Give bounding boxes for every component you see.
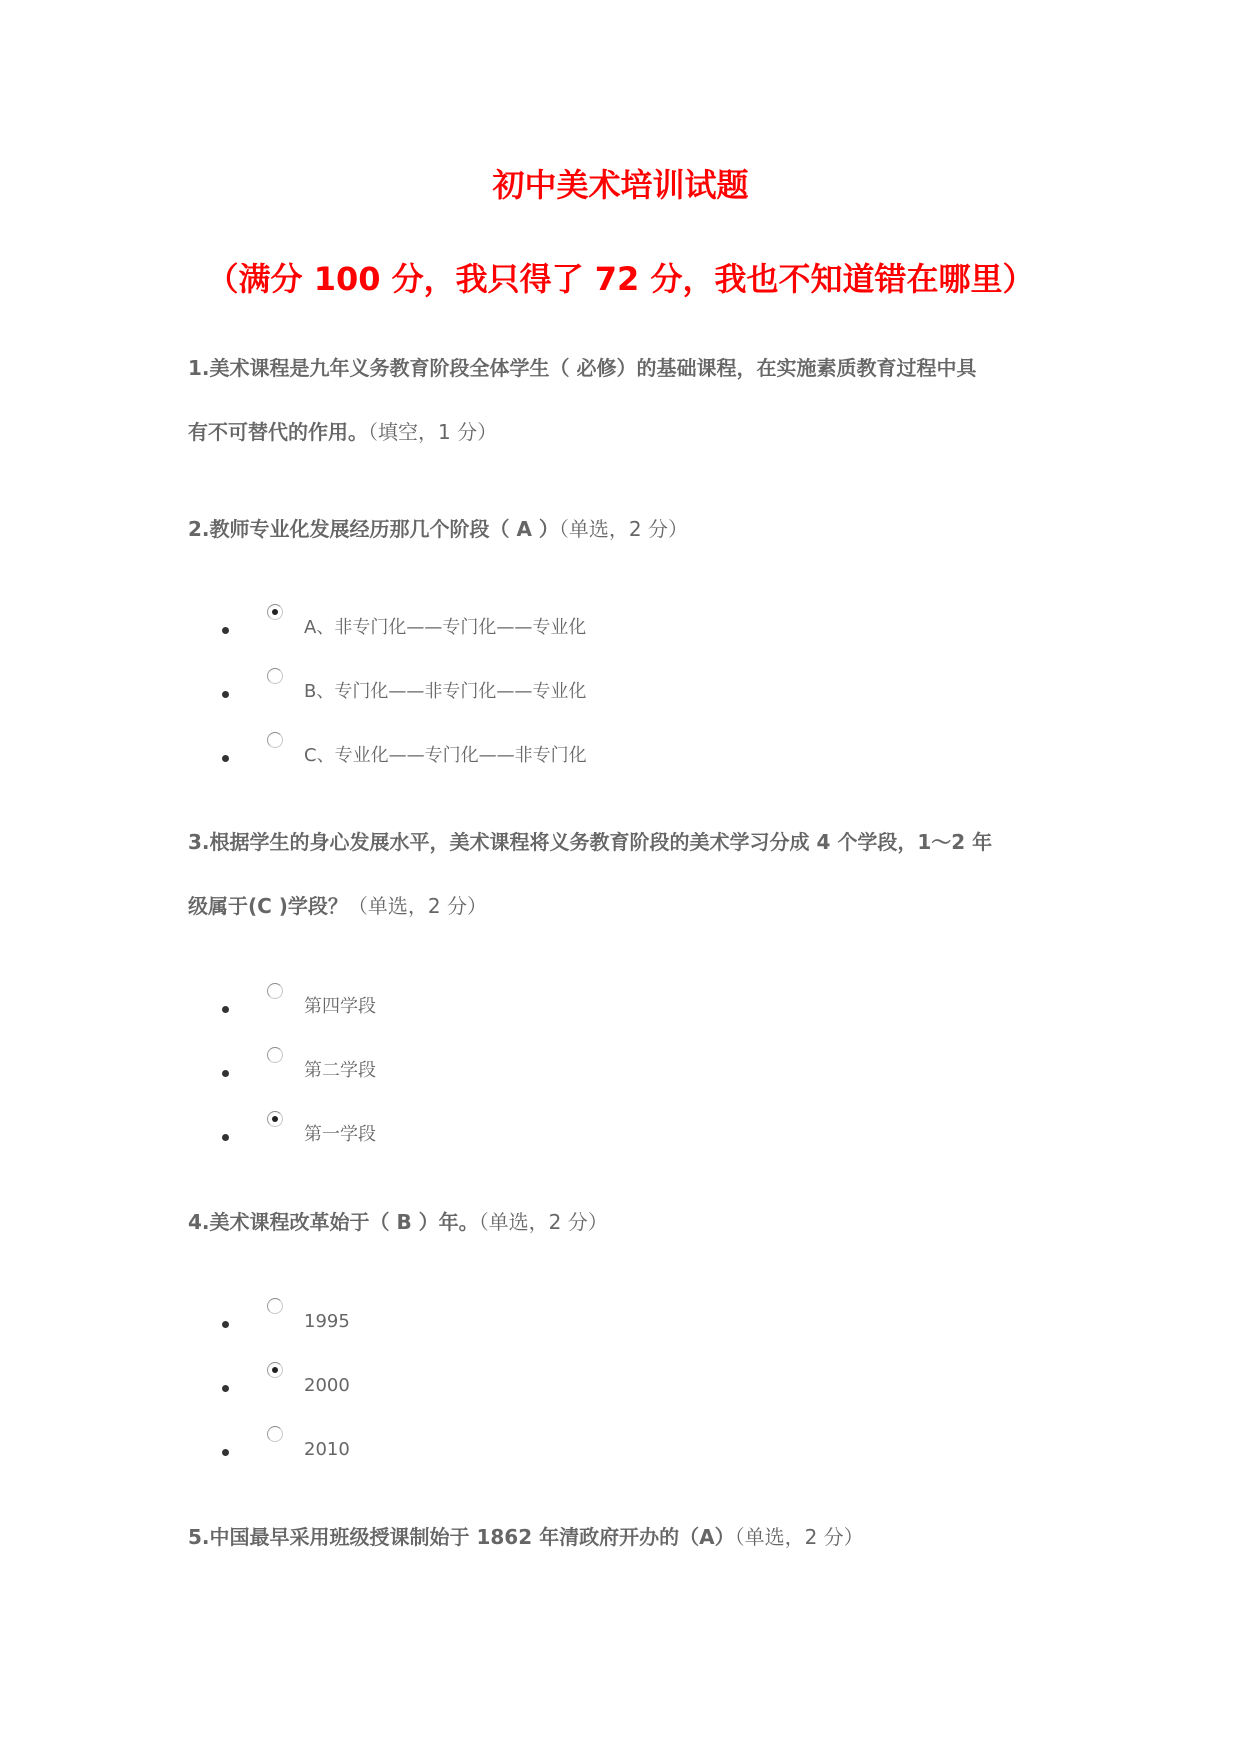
question-1-line-2	[188, 416, 1068, 448]
question-4-line-1	[188, 1206, 1068, 1238]
question-3-option-2[interactable]	[222, 1047, 822, 1087]
question-3-stem: 3.根据学生的身心发展水平，美术课程将义务教育阶段的美术学习分成 4 个学段，1～2 年	[188, 830, 993, 854]
radio-unchecked-icon[interactable]	[267, 732, 283, 748]
option-label: A、非专门化——专门化——专业化	[304, 617, 587, 638]
question-3-meta: （单选，2 分）	[347, 894, 488, 918]
question-4-option-1[interactable]	[222, 1298, 822, 1338]
question-2-meta: （单选，2 分）	[558, 517, 689, 541]
radio-unchecked-icon[interactable]	[267, 1426, 283, 1442]
bullet-icon	[222, 1070, 229, 1077]
option-label: 1995	[304, 1311, 350, 1332]
bullet-icon	[222, 1385, 229, 1392]
question-3-line-2	[188, 890, 1068, 922]
question-3-stem-cont: 级属于(C )学段？	[188, 894, 348, 918]
question-1-stem: 1.美术课程是九年义务教育阶段全体学生（ 必修）的基础课程，在实施素质教育过程中具	[188, 356, 977, 380]
bullet-icon	[222, 1006, 229, 1013]
question-4-option-3[interactable]	[222, 1426, 822, 1466]
bullet-icon	[222, 1449, 229, 1456]
question-3-option-3[interactable]	[222, 1111, 822, 1151]
option-label: C、专业化——专门化——非专门化	[304, 745, 587, 766]
question-5-line-1	[188, 1521, 1068, 1553]
question-4-stem: 4.美术课程改革始于（ B ）年。	[188, 1210, 479, 1234]
bullet-icon	[222, 1321, 229, 1328]
question-5-meta: （单选，2 分）	[734, 1525, 864, 1549]
radio-checked-icon[interactable]	[267, 1111, 283, 1127]
question-3-option-1[interactable]	[222, 983, 822, 1023]
question-2-option-a[interactable]	[222, 604, 822, 644]
question-2-option-c[interactable]	[222, 732, 822, 772]
question-2-stem: 2.教师专业化发展经历那几个阶段（ A ）	[188, 517, 559, 541]
option-label: B、专门化——非专门化——专业化	[304, 681, 587, 702]
question-2-line-1	[188, 513, 1068, 545]
question-5-stem: 5.中国最早采用班级授课制始于 1862 年清政府开办的（A）	[188, 1525, 735, 1549]
radio-checked-icon[interactable]	[267, 1362, 283, 1378]
question-2-option-b[interactable]	[222, 668, 822, 708]
question-3-line-1	[188, 826, 1068, 858]
option-label: 第二学段	[304, 1060, 376, 1081]
radio-checked-icon[interactable]	[267, 604, 283, 620]
question-1-line-1	[188, 352, 1068, 384]
question-1-meta: （填空，1 分）	[368, 420, 498, 444]
option-label: 第四学段	[304, 996, 376, 1017]
radio-unchecked-icon[interactable]	[267, 983, 283, 999]
bullet-icon	[222, 1134, 229, 1141]
bullet-icon	[222, 691, 229, 698]
page-subtitle: （满分 100 分，我只得了 72 分，我也不知道错在哪里）	[206, 260, 1035, 298]
question-4-option-2[interactable]	[222, 1362, 822, 1402]
radio-unchecked-icon[interactable]	[267, 668, 283, 684]
radio-unchecked-icon[interactable]	[267, 1047, 283, 1063]
option-label: 第一学段	[304, 1124, 376, 1145]
page-title: 初中美术培训试题	[492, 166, 749, 204]
bullet-icon	[222, 755, 229, 762]
option-label: 2000	[304, 1375, 350, 1396]
radio-unchecked-icon[interactable]	[267, 1298, 283, 1314]
bullet-icon	[222, 627, 229, 634]
option-label: 2010	[304, 1439, 350, 1460]
question-4-meta: （单选，2 分）	[478, 1210, 608, 1234]
question-1-stem-cont: 有不可替代的作用。	[188, 420, 368, 444]
